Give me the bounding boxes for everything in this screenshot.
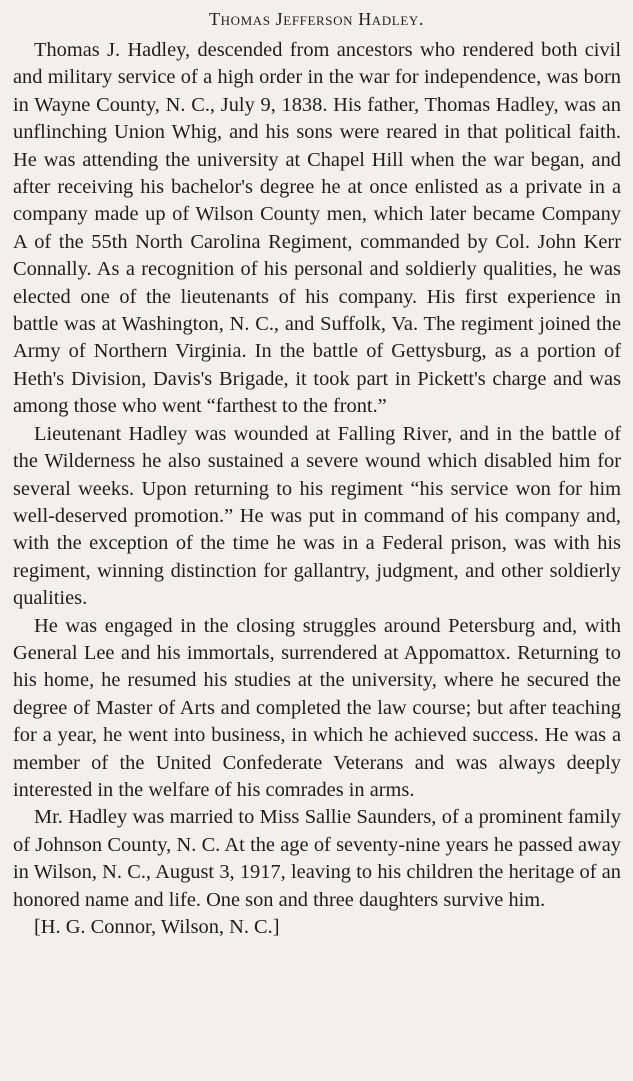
- article-body: [13, 37, 621, 941]
- paragraph-war-service: Lieutenant Hadley was wounded at Falling River, and in the battle of the Wilderness he also sustained a severe wound which disabled him for several weeks. Upon returning to his regiment “his service won for him well-deserved promotion.” He was put in command of his company and, with the exception of the time he was in a Federal prison, was with his regiment, winning distinction for gallantry, judgment, and other soldierly qualities.: [13, 422, 621, 610]
- paragraph-early-life: Thomas J. Hadley, descended from ancestors who rendered both civil and military service of a high order in the war for independence, was born in Wayne County, N. C., July 9, 1838. His father, Thomas Hadley, was an unflinching Union Whig, and his sons were reared in that political faith. He was attending the university at Chapel Hill when the war began, and after receiving his bachelor's degree he at once enlisted as a private in a company made up of Wilson County men, which later became Company A of the 55th North Carolina Regiment, commanded by Col. John Kerr Connally. As a recognition of his personal and soldierly qualities, he was elected one of the lieutenants of his company. His first experience in battle was at Washington, N. C., and Suffolk, Va. The regiment joined the Army of Northern Virginia. In the battle of Gettysburg, as a portion of Heth's Division, Davis's Brigade, it took part in Pickett's charge and was among those who went “farthest to the front.”: [13, 39, 621, 418]
- paragraph-postwar: He was engaged in the closing struggles around Petersburg and, with General Lee and his immortals, surrendered at Appomattox. Returning to his home, he resumed his studies at the university, where he secured the degree of Master of Arts and completed the law course; but after teaching for a year, he went into business, in which he achieved success. He was a member of the United Confederate Veterans and was always deeply interested in the welfare of his comrades in arms.: [13, 614, 621, 801]
- article-title: Thomas Jefferson Hadley.: [209, 9, 424, 29]
- author-signature: [H. G. Connor, Wilson, N. C.]: [34, 916, 280, 938]
- paragraph-family-death: Mr. Hadley was married to Miss Sallie Saunders, of a prominent family of Johnson County, N. C. At the age of seventy-nine years he passed away in Wilson, N. C., August 3, 1917, leaving to his children the heritage of an honored name and life. One son and three daughters survive him.: [13, 806, 621, 911]
